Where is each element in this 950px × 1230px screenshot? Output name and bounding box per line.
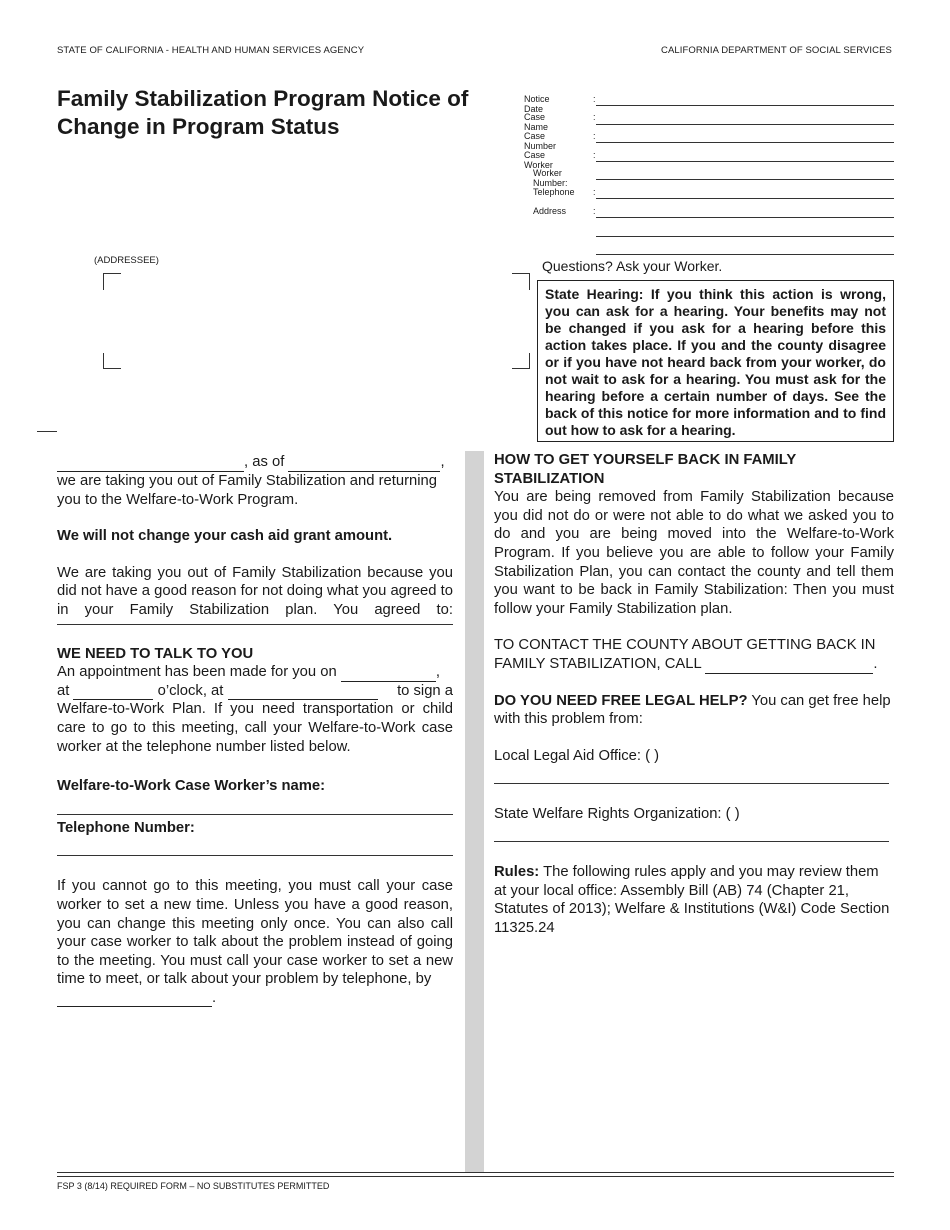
taking-out-text: we are taking you out of Family Stabilization and returning you to the Welfare-to-Work Program. [57,473,437,508]
talk-heading: WE NEED TO TALK TO YOU [57,645,254,662]
notice-date-field[interactable] [596,105,894,106]
case-name-field[interactable] [596,124,894,125]
appt-at: at [57,682,70,699]
address-field-line-1[interactable] [596,217,894,218]
worker-number-field[interactable] [596,179,894,180]
department-header: CALIFORNIA DEPARTMENT OF SOCIAL SERVICES [661,45,892,56]
legal-aid-line[interactable] [494,783,889,784]
field-label-case-worker: Case Worker [524,150,553,170]
worker-name-line[interactable] [57,814,453,815]
case-number-field[interactable] [596,142,894,143]
addressee-corner-top-right [512,273,530,290]
fold-mark [37,431,57,432]
appointment-line-1 [57,663,453,682]
field-label-notice-date: Notice Date [524,94,550,114]
no-change-text: We will not change your cash aid grant amount. [57,528,393,545]
left-column [57,453,453,1007]
telephone-number-label: Telephone Number: [57,819,195,836]
appt-comma: , [435,664,440,681]
appointment-time-blank[interactable] [73,685,153,700]
field-colon: : [593,112,596,122]
form-title: Family Stabilization Program Notice of Change in Program Status [57,86,469,139]
worker-name-label: Welfare-to-Work Case Worker’s name: [57,778,326,795]
by-line [57,989,453,1008]
as-of-text: , as of [244,454,285,470]
address-field-line-2[interactable] [596,236,894,237]
deadline-blank[interactable] [57,992,212,1007]
field-colon: : [593,150,596,160]
field-label-worker-number: Worker Number: [533,168,568,188]
legal-help-paragraph [494,692,894,729]
agency-header: STATE OF CALIFORNIA - HEALTH AND HUMAN SERVICES AGENCY [57,45,365,56]
rules-heading: Rules: [494,863,540,880]
appointment-date-blank[interactable] [341,667,436,682]
agreed-to-line[interactable] [57,624,453,625]
field-label-case-name: Case Name [524,112,549,132]
appt-sign: to sign a [397,682,453,699]
addressee-label: (ADDRESSEE) [94,255,159,266]
contact-text-2: FAMILY STABILIZATION, CALL [494,655,702,672]
contact-line-2 [494,655,894,674]
cannot-go-text: If you cannot go to this meeting, you must call your case worker to set a new time. Unless you have a good reason, you can change this meeting only once. You can also call your case worker to talk about the problem instead of going to the meeting. You must call your case worker to set a new time to meet, or talk about your problem by telephone, by [57,878,453,988]
contact-line-1: TO CONTACT THE COUNTY ABOUT GETTING BACK IN [494,637,876,654]
welfare-rights-line[interactable] [494,841,889,842]
as-of-comma: , [440,454,445,470]
telephone-number-line[interactable] [57,855,453,856]
form-footer: FSP 3 (8/14) REQUIRED FORM – NO SUBSTITUTES PERMITTED [57,1181,330,1191]
footer-rule [57,1172,894,1177]
appt-text-1: An appointment has been made for you on [57,664,337,681]
field-colon: : [593,187,596,197]
questions-text: Questions? Ask your Worker. [542,258,723,274]
welfare-rights-label: State Welfare Rights Organization: ( ) [494,806,740,823]
as-of-line [57,453,453,472]
addressee-corner-bottom-right [512,353,530,369]
field-colon: : [593,131,596,141]
contact-period: . [873,655,878,672]
effective-party-blank[interactable] [57,457,244,472]
county-phone-blank[interactable] [705,659,873,674]
appt-oclock: o’clock, at [157,682,224,699]
case-worker-field[interactable] [596,161,894,162]
as-of-date-blank[interactable] [288,457,440,472]
state-hearing-box: State Hearing: If you think this action is wrong, you can ask for a hearing. Your benefits may not be changed if you ask for a hearing before this action takes place. If you and the county disagree or if you have not heard back from your worker, do not wait to ask for a hearing. You must ask for the hearing before a certain number of days. See the back of this notice for more information and to find out how to ask for a hearing. [537,280,894,442]
back-heading: HOW TO GET YOURSELF BACK IN FAMILY STABILIZATION [494,452,796,487]
appointment-location-blank[interactable] [228,685,378,700]
field-label-telephone: Telephone [533,187,575,197]
field-label-address: Address [533,206,567,216]
appointment-rest: Welfare-to-Work Plan. If you need transportation or child care to go to this meeting, call your Welfare-to-Work case worker at the telephone number listed below. [57,701,453,755]
column-divider [465,451,484,1173]
field-colon: : [593,206,596,216]
by-period: . [212,989,217,1006]
legal-heading: DO YOU NEED FREE LEGAL HELP? [494,692,748,709]
field-colon: : [593,94,596,104]
field-label-case-number: Case Number [524,131,557,151]
reason-text: We are taking you out of Family Stabilization because you did not have a good reason for not doing what you agreed to in your Family Stabilization plan. You agreed to: [57,564,453,618]
telephone-field[interactable] [596,198,894,199]
back-body: You are being removed from Family Stabilization because you did not do or were not able to do what we asked you to do and you are being moved into the Welfare-to-Work Program. If you believe you are able to follow your Family Stabilization Plan, you can contact the county and tell them you want to be back in Family Stabilization: Then you must follow your Family Stabilization plan. [494,489,894,617]
addressee-corner-top-left [103,273,121,290]
legal-body: You can get free help with this problem from: [494,692,891,728]
rules-paragraph [494,863,894,937]
rules-body: The following rules apply and you may review them at your local office: Assembly Bill (AB) 74 (Chapter 21, Statutes of 2013); Welfare & Institutions (W&I) Code Section 11325.24 [494,863,890,936]
addressee-corner-bottom-left [103,353,121,369]
legal-aid-label: Local Legal Aid Office: ( ) [494,747,660,764]
right-column [494,451,894,937]
address-field-line-3[interactable] [596,254,894,255]
appointment-line-2 [57,682,453,701]
